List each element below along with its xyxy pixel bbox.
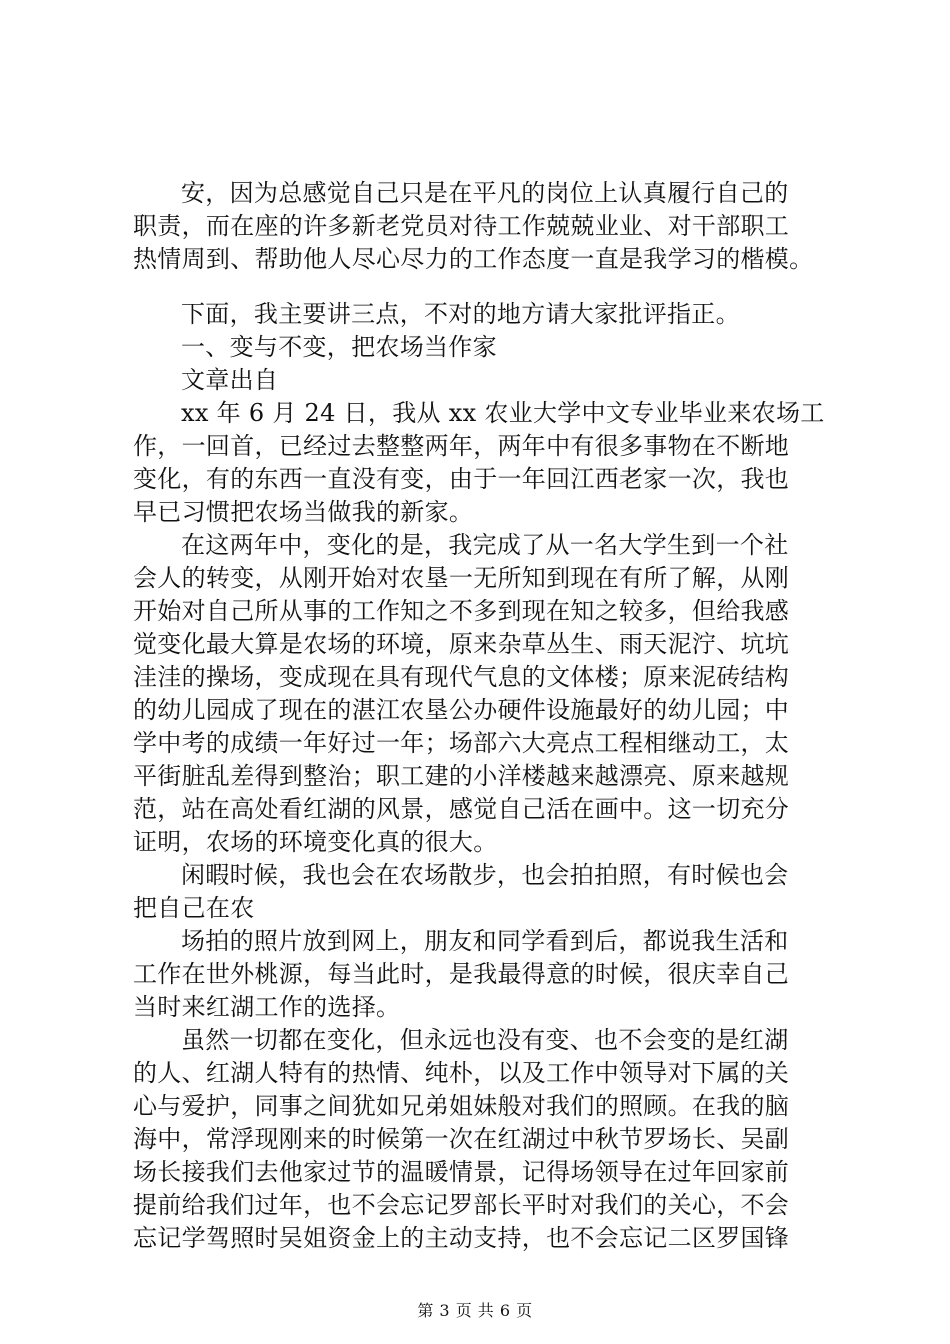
text-line: 安，因为总感觉自己只是在平凡的岗位上认真履行自己的 (181, 179, 789, 207)
text-line: 觉变化最大算是农场的环境，原来杂草丛生、雨天泥泞、坑坑 (133, 630, 790, 658)
text-line: 把自己在农 (133, 894, 255, 922)
text-line: 的人、红湖人特有的热情、纯朴，以及工作中领导对下属的关 (133, 1059, 790, 1087)
text-line: 作，一回首，已经过去整整两年，两年中有很多事物在不断地 (133, 432, 790, 460)
text-line: 提前给我们过年，也不会忘记罗部长平时对我们的关心，不会 (133, 1191, 790, 1219)
text-line: 在这两年中，变化的是，我完成了从一名大学生到一个社 (181, 531, 789, 559)
text-line: 早已习惯把农场当做我的新家。 (133, 498, 474, 526)
text-line: 工作在世外桃源，每当此时，是我最得意的时候，很庆幸自己 (133, 960, 790, 988)
text-line: 忘记学驾照时吴姐资金上的主动支持，也不会忘记二区罗国锋 (133, 1224, 790, 1252)
text-line: 证明，农场的环境变化真的很大。 (133, 828, 498, 856)
text-line: 的幼儿园成了现在的湛江农垦公办硬件设施最好的幼儿园；中 (133, 696, 790, 724)
text-line: 一、变与不变，把农场当作家 (181, 333, 497, 361)
text-line: 范，站在高处看红湖的风景，感觉自己活在画中。这一切充分 (133, 795, 790, 823)
body-text (133, 298, 833, 1255)
page-footer: 第 3 页 共 6 页 (417, 1301, 533, 1320)
text-line: 开始对自己所从事的工作知之不多到现在知之较多，但给我感 (133, 597, 790, 625)
text-line: 会人的转变，从刚开始对农垦一无所知到现在有所了解，从刚 (133, 564, 790, 592)
text-line: 平街脏乱差得到整治；职工建的小洋楼越来越漂亮、原来越规 (133, 762, 790, 790)
text-line: 场拍的照片放到网上，朋友和同学看到后，都说我生活和 (181, 927, 789, 955)
text-line: 下面，我主要讲三点，不对的地方请大家批评指正。 (181, 300, 740, 328)
text-line: 闲暇时候，我也会在农场散步，也会拍拍照，有时候也会 (181, 861, 789, 889)
text-line: 文章出自 (181, 366, 279, 394)
text-line: 洼洼的操场，变成现在具有现代气息的文体楼；原来泥砖结构 (133, 663, 790, 691)
text-line: 变化，有的东西一直没有变，由于一年回江西老家一次，我也 (133, 465, 790, 493)
paragraph-intro (133, 177, 833, 276)
text-line: xx 年 6 月 24 日，我从 xx 农业大学中文专业毕业来农场工 (181, 399, 825, 427)
text-line: 海中，常浮现刚来的时候第一次在红湖过中秋节罗场长、吴副 (133, 1125, 790, 1153)
text-line: 心与爱护，同事之间犹如兄弟姐妹般对我们的照顾。在我的脑 (133, 1092, 790, 1120)
text-line: 虽然一切都在变化，但永远也没有变、也不会变的是红湖 (181, 1026, 789, 1054)
text-line: 当时来红湖工作的选择。 (133, 993, 401, 1021)
text-line: 场长接我们去他家过节的温暖情景，记得场领导在过年回家前 (133, 1158, 790, 1186)
text-line: 热情周到、帮助他人尽心尽力的工作态度一直是我学习的楷模。 (133, 245, 814, 273)
text-line: 职责，而在座的许多新老党员对待工作兢兢业业、对干部职工 (133, 212, 790, 240)
text-line: 学中考的成绩一年好过一年；场部六大亮点工程相继动工，太 (133, 729, 790, 757)
